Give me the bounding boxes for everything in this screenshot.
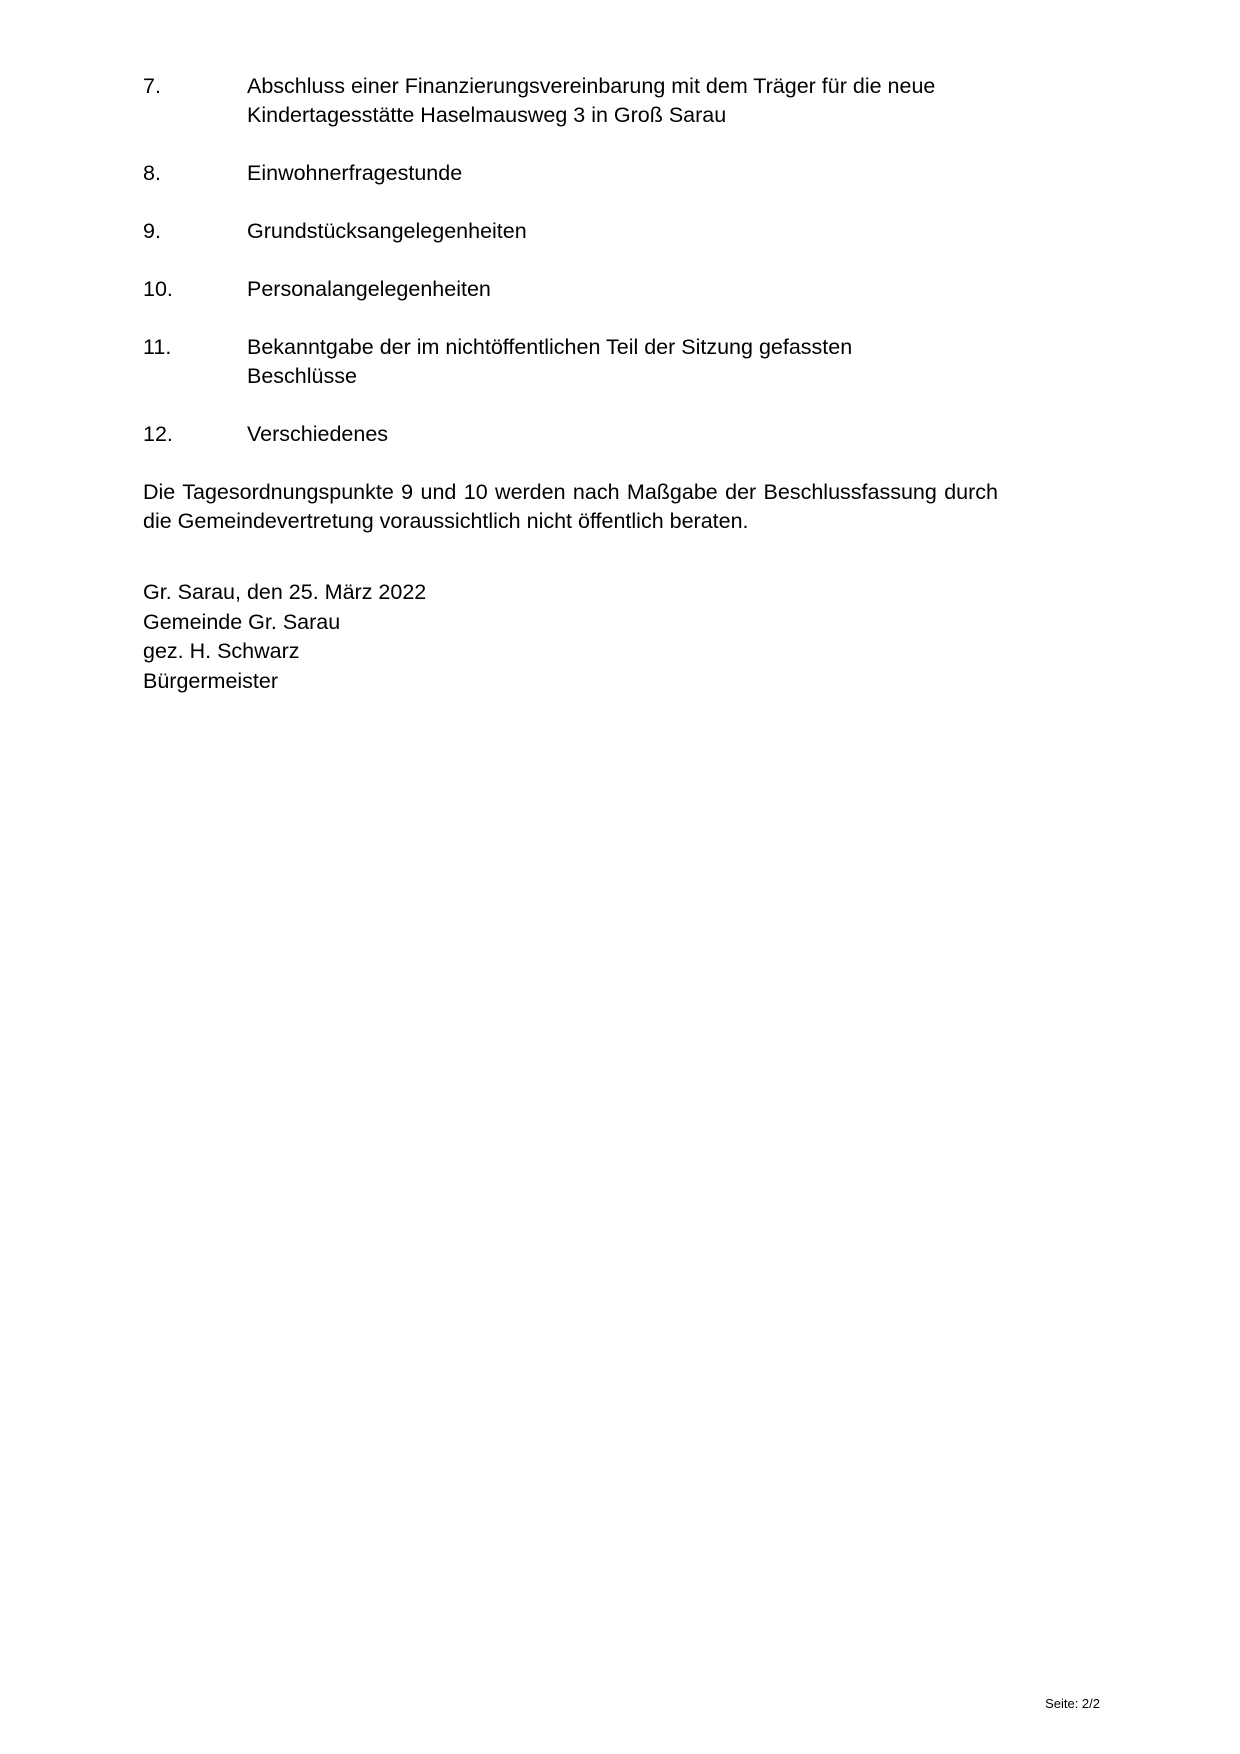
- signature-signed-by: gez. H. Schwarz: [143, 639, 300, 663]
- signature-municipality: Gemeinde Gr. Sarau: [143, 609, 341, 634]
- signature-place-date: Gr. Sarau, den 25. März 2022: [143, 580, 427, 604]
- agenda-item-text: Verschiedenes: [247, 422, 389, 446]
- agenda-list: [143, 72, 1100, 449]
- list-item: [143, 420, 1100, 449]
- agenda-item-text: Bekanntgabe der im nichtöffentlichen Teil der Sitzung gefassten Beschlüsse: [247, 335, 853, 388]
- agenda-item-text: Grundstücksangelegenheiten: [247, 219, 527, 243]
- list-item: [143, 72, 1100, 130]
- agenda-item-number: 10.: [143, 277, 173, 301]
- agenda-item-text: Personalangelegenheiten: [247, 277, 491, 301]
- signature-role: Bürgermeister: [143, 668, 279, 693]
- agenda-item-number: 12.: [143, 422, 173, 446]
- agenda-item-number: 7.: [143, 74, 161, 98]
- agenda-note: Die Tagesordnungspunkte 9 und 10 werden nach Maßgabe der Beschlussfassung durch die Gemeindevertretung voraussichtlich nicht öffentlich beraten.: [143, 480, 998, 533]
- list-item: [143, 275, 1100, 304]
- agenda-item-text: Einwohnerfragestunde: [247, 161, 463, 185]
- page-footer: Seite: 2/2: [1045, 1696, 1100, 1711]
- signature-block: [143, 578, 1100, 696]
- list-item: [143, 159, 1100, 188]
- list-item: [143, 333, 1100, 391]
- agenda-item-number: 8.: [143, 161, 161, 185]
- agenda-item-number: 9.: [143, 219, 161, 243]
- agenda-item-number: 11.: [143, 335, 172, 359]
- agenda-item-text: Abschluss einer Finanzierungsvereinbarung mit dem Träger für die neue Kindertagesstätte Haselmausweg 3 in Groß Sarau: [247, 74, 936, 127]
- list-item: [143, 217, 1100, 246]
